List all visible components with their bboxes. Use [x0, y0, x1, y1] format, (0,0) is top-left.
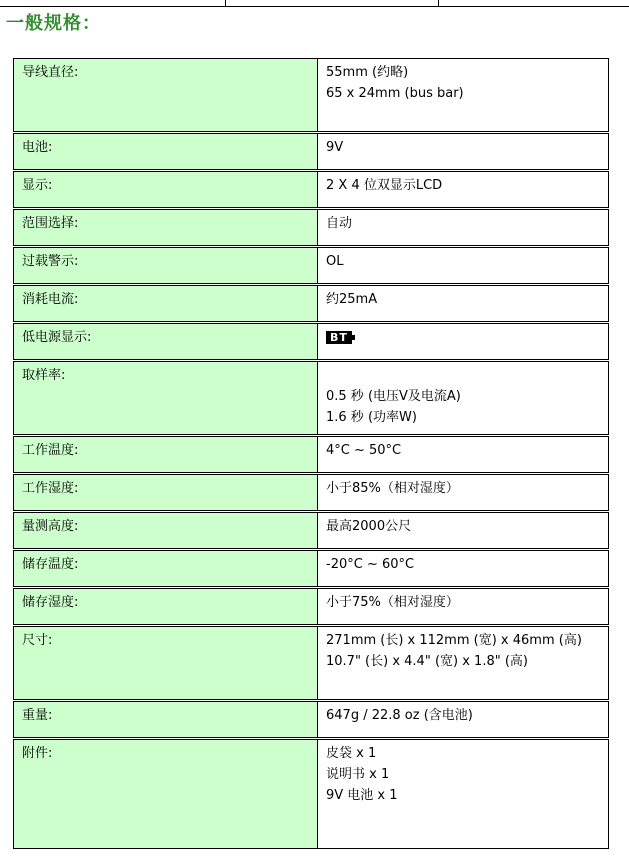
spec-label: 范围选择: — [14, 210, 318, 246]
spec-label: 工作湿度: — [14, 475, 318, 511]
spec-label: 工作温度: — [14, 437, 318, 473]
top-table-remnant — [0, 0, 629, 7]
spec-value — [318, 589, 609, 625]
spec-value-line: 小于85%（相对湿度） — [326, 481, 459, 496]
spec-value-line: 最高2000公尺 — [326, 519, 412, 534]
spec-label: 尺寸: — [14, 627, 318, 700]
spec-label: 取样率: — [14, 362, 318, 435]
section-title: 一般规格： — [6, 13, 101, 34]
spec-value-line: 10.7" (长) x 4.4" (宽) x 1.8" (高) — [326, 654, 528, 669]
spec-value — [318, 286, 609, 322]
spec-value-line: 65 x 24mm (bus bar) — [326, 86, 464, 101]
spec-row — [14, 210, 609, 246]
spec-label: 储存温度: — [14, 551, 318, 587]
spec-row — [14, 134, 609, 170]
spec-row — [14, 324, 609, 360]
spec-row — [14, 627, 609, 700]
spec-table — [13, 58, 609, 849]
spec-value — [318, 551, 609, 587]
spec-label: 显示: — [14, 172, 318, 208]
spec-value — [318, 740, 609, 849]
spec-row — [14, 551, 609, 587]
spec-value-line: 说明书 x 1 — [326, 767, 390, 782]
spec-value-line: -20°C ~ 60°C — [326, 557, 415, 572]
spec-value-line: 9V — [326, 140, 344, 155]
spec-value-line: 647g / 22.8 oz (含电池) — [326, 708, 473, 723]
spec-label: 附件: — [14, 740, 318, 849]
spec-label: 过载警示: — [14, 248, 318, 284]
spec-row — [14, 437, 609, 473]
spec-row — [14, 286, 609, 322]
spec-row — [14, 513, 609, 549]
spec-row — [14, 172, 609, 208]
spec-value — [318, 475, 609, 511]
spec-value-line: 0.5 秒 (电压V及电流A) — [326, 389, 461, 404]
spec-row — [14, 740, 609, 849]
spec-value — [318, 362, 609, 435]
spec-value-line: 9V 电池 x 1 — [326, 788, 398, 803]
spec-value-line: OL — [326, 254, 344, 269]
spec-label: 量测高度: — [14, 513, 318, 549]
spec-value — [318, 627, 609, 700]
spec-value-line: 约25mA — [326, 292, 378, 307]
spec-label: 消耗电流: — [14, 286, 318, 322]
spec-label: 电池: — [14, 134, 318, 170]
spec-value-line: 2 X 4 位双显示LCD — [326, 178, 443, 193]
spec-value — [318, 59, 609, 132]
spec-row — [14, 589, 609, 625]
spec-value — [318, 513, 609, 549]
spec-value — [318, 248, 609, 284]
spec-value-line: 1.6 秒 (功率W) — [326, 410, 417, 425]
spec-label: 重量: — [14, 702, 318, 738]
spec-value — [318, 134, 609, 170]
spec-label: 导线直径: — [14, 59, 318, 132]
spec-row — [14, 702, 609, 738]
spec-value-line: 55mm (约略) — [326, 65, 409, 80]
spec-value-line: 4°C ~ 50°C — [326, 443, 402, 458]
spec-value-line: 皮袋 x 1 — [326, 746, 377, 761]
spec-row — [14, 362, 609, 435]
spec-value — [318, 324, 609, 360]
spec-label: 储存湿度: — [14, 589, 318, 625]
spec-value-line: 271mm (长) x 112mm (宽) x 46mm (高) — [326, 633, 582, 648]
spec-value — [318, 172, 609, 208]
spec-row — [14, 475, 609, 511]
low-battery-icon: BT — [326, 331, 352, 344]
spec-row — [14, 248, 609, 284]
spec-value — [318, 702, 609, 738]
spec-value-line: 自动 — [326, 216, 353, 231]
spec-label: 低电源显示: — [14, 324, 318, 360]
spec-value-line: 小于75%（相对湿度） — [326, 595, 459, 610]
spec-value-line — [326, 365, 600, 386]
spec-row — [14, 59, 609, 132]
spec-value — [318, 210, 609, 246]
spec-value — [318, 437, 609, 473]
